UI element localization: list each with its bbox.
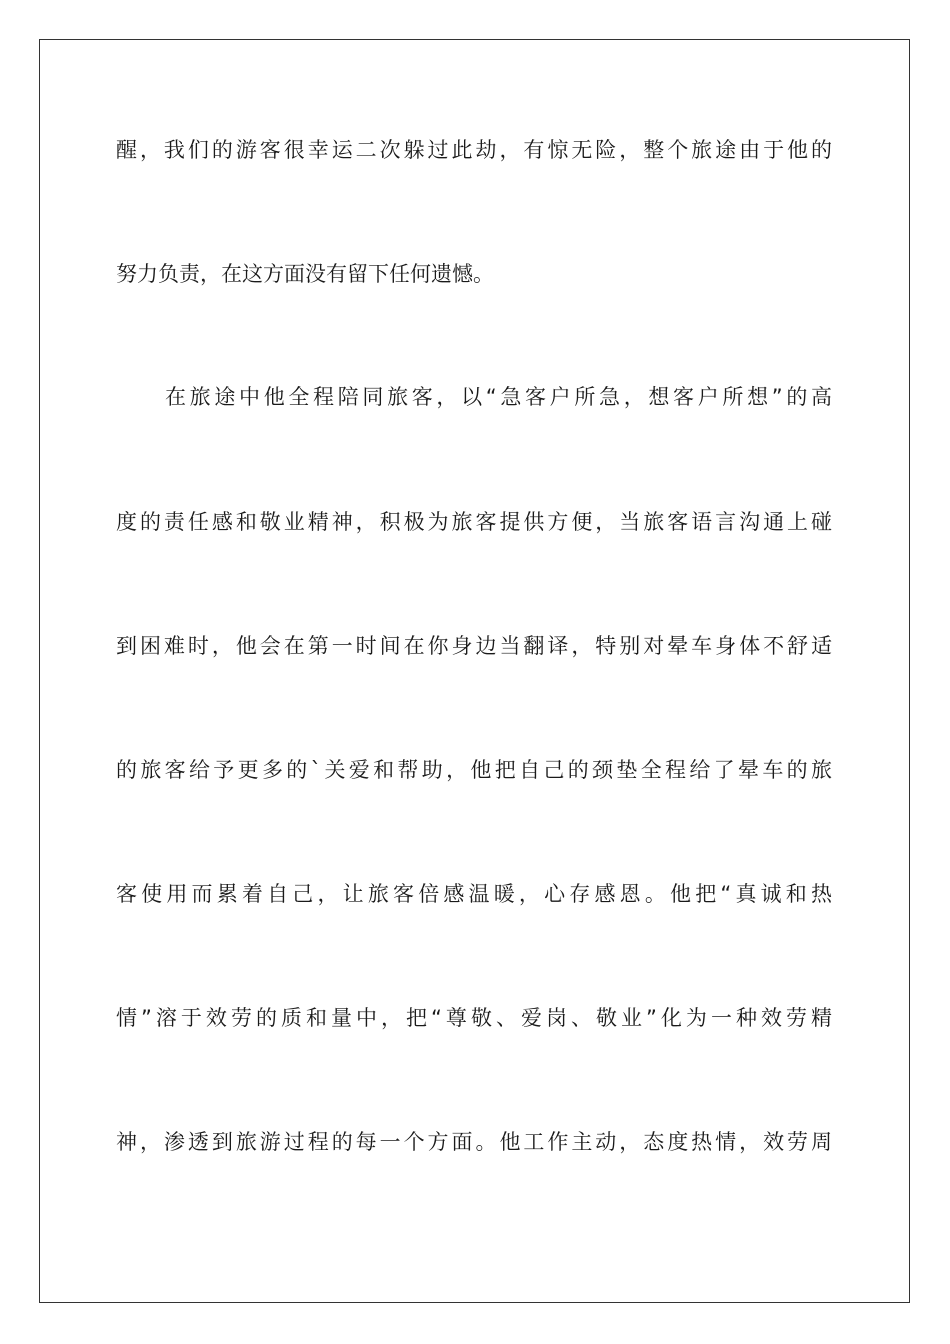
text-line-3: 在旅途中他全程陪同旅客，以“急客户所急，想客户所想”的高 (165, 385, 832, 409)
text-line-8: 情”溶于效劳的质和量中，把“尊敬、爱岗、敬业”化为一种效劳精 (116, 1006, 832, 1030)
text-line-9: 神，渗透到旅游过程的每一个方面。他工作主动，态度热情，效劳周 (116, 1130, 832, 1154)
page-border (39, 39, 910, 1303)
text-line-2: 努力负责，在这方面没有留下任何遗憾。 (116, 262, 494, 286)
text-line-5: 到困难时，他会在第一时间在你身边当翻译，特别对晕车身体不舒适 (116, 634, 832, 658)
text-line-1: 醒，我们的游客很幸运二次躲过此劫，有惊无险，整个旅途由于他的 (116, 138, 832, 162)
text-line-6: 的旅客给予更多的`关爱和帮助，他把自己的颈垫全程给了晕车的旅 (116, 758, 832, 782)
text-line-7: 客使用而累着自己，让旅客倍感温暖，心存感恩。他把“真诚和热 (116, 882, 832, 906)
text-line-4: 度的责任感和敬业精神，积极为旅客提供方便，当旅客语言沟通上碰 (116, 510, 832, 534)
